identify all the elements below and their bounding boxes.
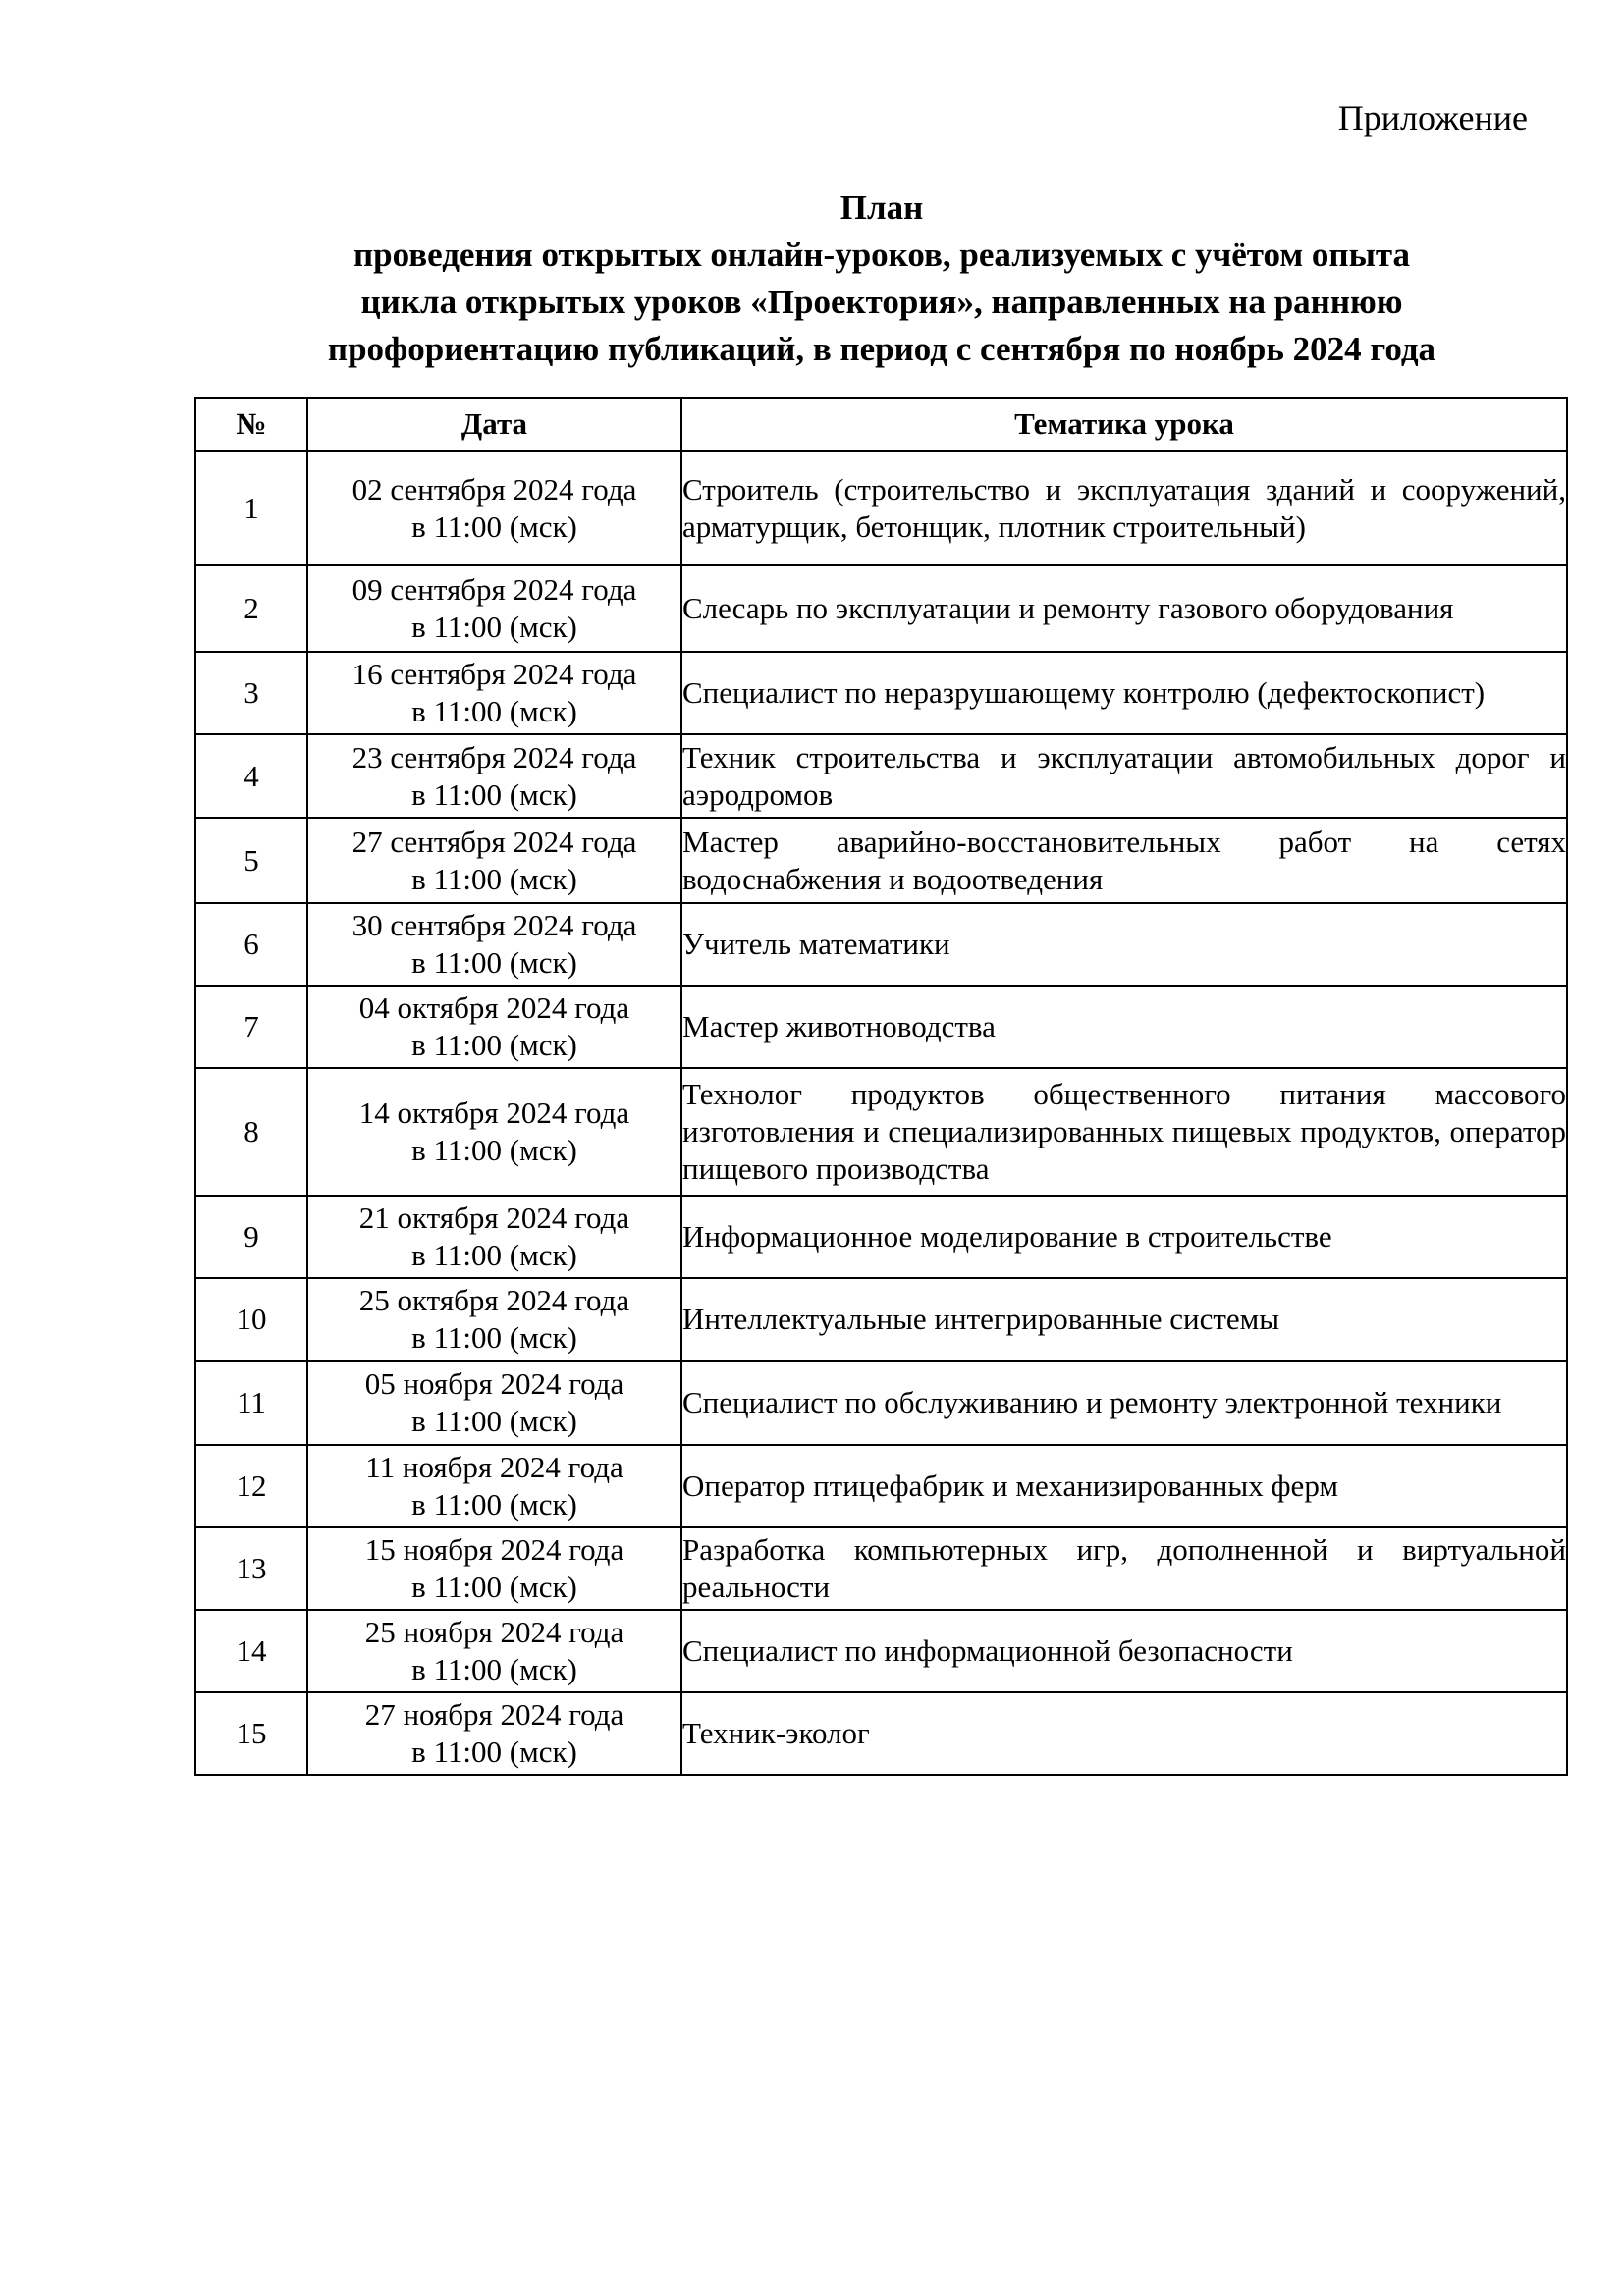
row-topic [681, 1196, 1567, 1278]
topic-text: Интеллектуальные интегрированные системы [682, 1302, 1280, 1336]
row-topic [681, 1610, 1567, 1692]
row-number: 2 [195, 565, 307, 652]
row-number: 15 [195, 1692, 307, 1775]
table-row [195, 1527, 1567, 1610]
table-row [195, 1692, 1567, 1775]
table-row [195, 903, 1567, 986]
time-text: в 11:00 (мск) [411, 776, 577, 812]
date-text: 25 октября 2024 года [358, 1283, 630, 1317]
row-number: 13 [195, 1527, 307, 1610]
row-date [307, 818, 681, 903]
date-text: 11 ноября 2024 года [365, 1450, 623, 1484]
table-row [195, 1361, 1567, 1445]
column-header-number: № [195, 398, 307, 451]
row-topic [681, 1445, 1567, 1527]
lessons-table [194, 397, 1568, 1776]
time-text: в 11:00 (мск) [411, 1487, 577, 1522]
table-row [195, 1278, 1567, 1361]
table-row [195, 818, 1567, 903]
row-number: 10 [195, 1278, 307, 1361]
time-text: в 11:00 (мск) [411, 1028, 577, 1062]
row-date [307, 652, 681, 734]
topic-text: Строитель (строительство и эксплуатация зданий и сооружений, арматурщик, бетонщик, плотник строительный) [682, 471, 1566, 544]
date-text: 27 ноября 2024 года [364, 1697, 624, 1732]
table-row [195, 1445, 1567, 1527]
table-row [195, 1068, 1567, 1196]
row-topic [681, 565, 1567, 652]
row-date [307, 1527, 681, 1610]
appendix-label: Приложение [1337, 98, 1528, 137]
date-text: 09 сентября 2024 года [352, 572, 637, 607]
date-text: 14 октября 2024 года [358, 1095, 630, 1130]
row-number: 9 [195, 1196, 307, 1278]
topic-text: Техник-эколог [682, 1716, 870, 1750]
row-topic [681, 1278, 1567, 1361]
date-text: 16 сентября 2024 года [352, 657, 637, 691]
row-date [307, 1196, 681, 1278]
row-date [307, 986, 681, 1068]
row-number: 1 [195, 451, 307, 565]
table-row [195, 734, 1567, 818]
time-text: в 11:00 (мск) [411, 610, 577, 644]
title-line: цикла открытых уроков «Проектория», направленных на раннюю [360, 283, 1403, 321]
topic-text: Информационное моделирование в строительстве [682, 1219, 1332, 1254]
time-text: в 11:00 (мск) [411, 694, 577, 728]
table-row [195, 451, 1567, 565]
row-topic [681, 1068, 1567, 1196]
time-text: в 11:00 (мск) [411, 1652, 577, 1686]
row-date [307, 565, 681, 652]
row-date [307, 734, 681, 818]
row-date [307, 1068, 681, 1196]
time-text: в 11:00 (мск) [411, 1570, 577, 1604]
row-date [307, 1692, 681, 1775]
date-text: 05 ноября 2024 года [364, 1366, 624, 1401]
row-number: 14 [195, 1610, 307, 1692]
row-topic [681, 734, 1567, 818]
time-text: в 11:00 (мск) [411, 1404, 577, 1438]
date-text: 30 сентября 2024 года [352, 908, 637, 942]
date-text: 25 ноября 2024 года [364, 1615, 624, 1649]
row-number: 7 [195, 986, 307, 1068]
title-line: профориентацию публикаций, в период с сентября по ноябрь 2024 года [327, 330, 1436, 368]
topic-text: Специалист по неразрушающему контролю (дефектоскопист) [682, 675, 1486, 710]
topic-text: Специалист по обслуживанию и ремонту электронной техники [682, 1385, 1502, 1419]
row-topic [681, 1692, 1567, 1775]
row-date [307, 903, 681, 986]
date-text: 15 ноября 2024 года [364, 1532, 624, 1567]
date-text: 02 сентября 2024 года [352, 471, 637, 507]
document-title [196, 185, 1567, 373]
row-number: 6 [195, 903, 307, 986]
row-topic [681, 986, 1567, 1068]
row-topic [681, 652, 1567, 734]
topic-text: Специалист по информационной безопасности [682, 1633, 1293, 1668]
topic-text: Слесарь по эксплуатации и ремонту газового оборудования [682, 591, 1454, 625]
date-text: 04 октября 2024 года [358, 990, 630, 1025]
time-text: в 11:00 (мск) [411, 945, 577, 980]
time-text: в 11:00 (мск) [411, 1735, 577, 1769]
row-topic [681, 903, 1567, 986]
time-text: в 11:00 (мск) [411, 1238, 577, 1272]
topic-text: Мастер животноводства [682, 1009, 996, 1043]
row-number: 11 [195, 1361, 307, 1445]
row-topic [681, 1527, 1567, 1610]
date-text: 23 сентября 2024 года [352, 739, 637, 774]
row-date [307, 1361, 681, 1445]
table-row [195, 986, 1567, 1068]
title-line: проведения открытых онлайн-уроков, реализуемых с учётом опыта [352, 236, 1411, 274]
row-date [307, 1610, 681, 1692]
row-number: 8 [195, 1068, 307, 1196]
row-date [307, 1278, 681, 1361]
time-text: в 11:00 (мск) [411, 508, 577, 544]
row-number: 4 [195, 734, 307, 818]
row-topic [681, 1361, 1567, 1445]
row-date [307, 451, 681, 565]
row-topic [681, 451, 1567, 565]
column-header-date: Дата [307, 398, 681, 451]
row-number: 5 [195, 818, 307, 903]
date-text: 27 сентября 2024 года [352, 824, 637, 859]
topic-text: Учитель математики [682, 927, 950, 961]
row-number: 3 [195, 652, 307, 734]
topic-text: Мастер аварийно-восстановительных работ на сетях водоснабжения и водоотведения [682, 824, 1566, 896]
date-text: 21 октября 2024 года [358, 1201, 630, 1235]
topic-text: Технолог продуктов общественного питания массового изготовления и специализированных пищевых продуктов, оператор пищевого производства [682, 1077, 1566, 1186]
title-line: План [839, 188, 924, 227]
row-topic [681, 818, 1567, 903]
time-text: в 11:00 (мск) [411, 861, 577, 896]
table-row [195, 1196, 1567, 1278]
table-row [195, 565, 1567, 652]
row-number: 12 [195, 1445, 307, 1527]
column-header-topic: Тематика урока [681, 398, 1567, 451]
table-header-row [195, 398, 1567, 451]
topic-text: Разработка компьютерных игр, дополненной и виртуальной реальности [682, 1532, 1566, 1604]
table-row [195, 652, 1567, 734]
table-row [195, 1610, 1567, 1692]
topic-text: Оператор птицефабрик и механизированных ферм [682, 1468, 1338, 1503]
topic-text: Техник строительства и эксплуатации автомобильных дорог и аэродромов [682, 739, 1566, 812]
time-text: в 11:00 (мск) [411, 1133, 577, 1167]
time-text: в 11:00 (мск) [411, 1320, 577, 1355]
row-date [307, 1445, 681, 1527]
